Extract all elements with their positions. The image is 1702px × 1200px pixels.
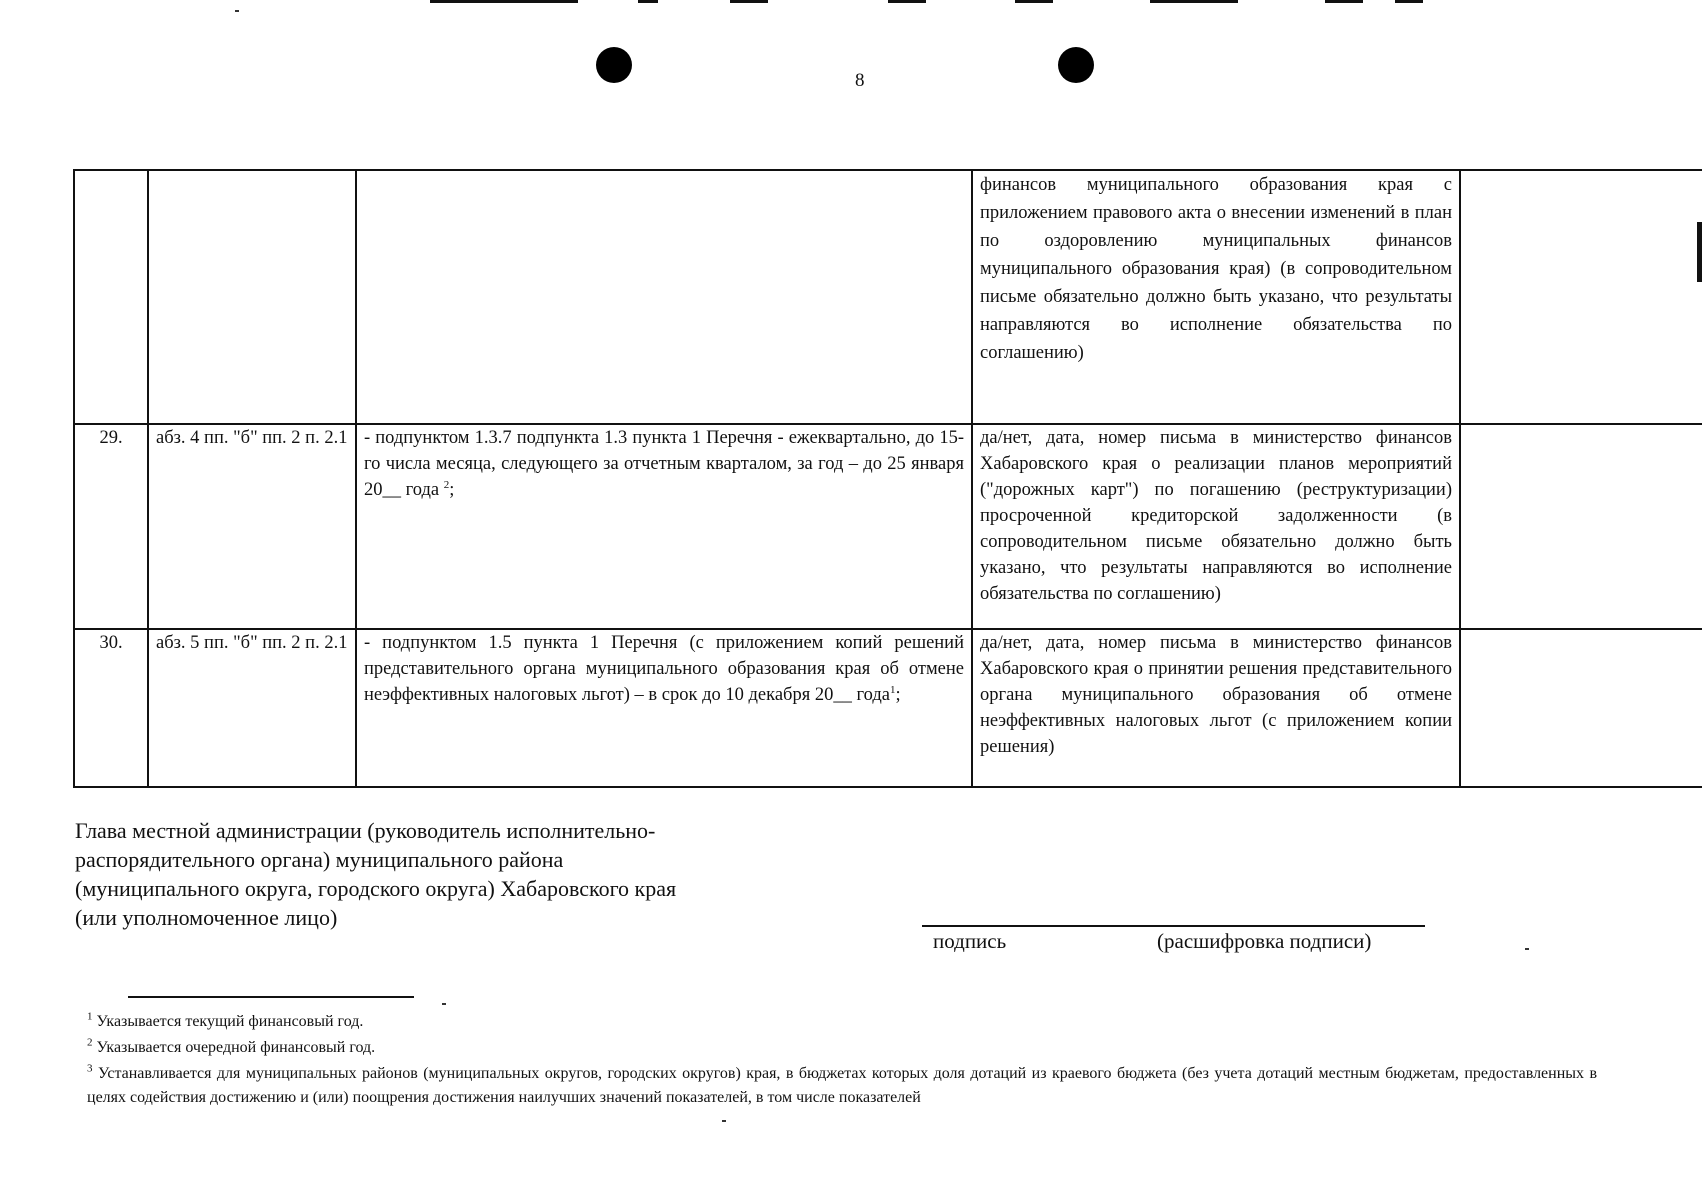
footnote-mark: 2 — [87, 1036, 93, 1049]
table-row — [74, 424, 1702, 629]
signatory-title-line: (муниципального округа, городского округа) Хабаровского края — [75, 876, 677, 901]
table-row — [74, 170, 1702, 424]
footnote-text: Указывается очередной финансовый год. — [96, 1039, 376, 1056]
scan-artifact — [730, 0, 768, 3]
row-number-cell — [74, 170, 148, 424]
table-row — [74, 629, 1702, 787]
requirement-cell — [356, 170, 972, 424]
signature-decode-label: (расшифровка подписи) — [1157, 929, 1372, 953]
scan-speck — [442, 1003, 446, 1005]
scan-artifact — [430, 0, 578, 3]
obligations-table — [73, 169, 1702, 788]
row-number-cell: 30. — [74, 629, 148, 787]
scan-artifact — [1395, 0, 1423, 3]
note-cell — [1460, 629, 1702, 787]
requirement-cell — [356, 424, 972, 629]
scan-speck — [722, 1120, 726, 1122]
reference-cell: абз. 4 пп. "б" пп. 2 п. 2.1 — [148, 424, 356, 629]
scan-artifact — [1150, 0, 1238, 3]
signatory-title-line: Глава местной администрации (руководитель исполнительно- — [75, 818, 656, 843]
signature-line — [922, 925, 1425, 927]
punch-hole-left — [596, 47, 632, 83]
footnote-separator — [128, 996, 414, 998]
signatory-title-line: распорядительного органа) муниципального района — [75, 847, 564, 872]
footnote-ref: 2 — [443, 478, 450, 491]
scan-artifact — [888, 0, 926, 3]
scan-speck — [235, 10, 239, 12]
scan-artifact — [1325, 0, 1363, 3]
footnote-mark: 3 — [87, 1062, 93, 1075]
note-cell — [1460, 170, 1702, 424]
confirmation-cell: финансов муниципального образования края с приложением правового акта о внесении изменений в план по оздоровлению муниципальных финансов муниципального образования края) (в сопроводительном письме обязательно должно быть указано, что результаты направляются во исполнение обязательства по соглашению) — [972, 170, 1460, 424]
requirement-cell — [356, 629, 972, 787]
signatory-title — [75, 816, 775, 932]
footnote-text: Указывается текущий финансовый год. — [96, 1013, 364, 1030]
requirement-text: - подпунктом 1.5 пункта 1 Перечня (с приложением копий решений представительного органа муниципального образования края об отмене неэффективных налоговых льгот) – в срок до 10 декабря 20__ года — [364, 633, 964, 705]
note-cell — [1460, 424, 1702, 629]
scan-artifact — [1015, 0, 1053, 3]
punch-hole-right — [1058, 47, 1094, 83]
scan-speck — [1525, 948, 1529, 950]
footnote — [87, 1010, 1597, 1034]
row-number-cell: 29. — [74, 424, 148, 629]
confirmation-cell: да/нет, дата, номер письма в министерство финансов Хабаровского края о реализации планов мероприятий ("дорожных карт") по погашению (реструктуризации) просроченной кредиторской задолженности (в сопроводительном письме обязательно должно быть указано, что результаты направляются во исполнение обязательства по соглашению) — [972, 424, 1460, 629]
footnote-ref: 1 — [889, 683, 896, 696]
reference-cell — [148, 170, 356, 424]
signature-label: подпись — [933, 929, 1007, 953]
reference-cell: абз. 5 пп. "б" пп. 2 п. 2.1 — [148, 629, 356, 787]
page-number: 8 — [855, 70, 865, 91]
requirement-end: ; — [449, 480, 455, 500]
footnote-mark: 1 — [87, 1010, 93, 1023]
footnote-text: Устанавливается для муниципальных районов (муниципальных округов, городских округов) края, в бюджетах которых доля дотаций из краевого бюджета (без учета дотаций местным бюджетам, предоставленных в целях содействия достижению и (или) поощрения достижения наилучших значений показателей, в том числе показателей — [87, 1065, 1598, 1106]
footnote — [87, 1036, 1597, 1060]
footnote — [87, 1062, 1597, 1110]
requirement-text: - подпунктом 1.3.7 подпункта 1.3 пункта 1 Перечня - ежеквартально, до 15-го числа месяца, следующего за отчетным кварталом, за год – до 25 января 20__ года — [364, 428, 964, 500]
scan-artifact — [638, 0, 658, 3]
signatory-title-line: (или уполномоченное лицо) — [75, 905, 338, 930]
confirmation-cell: да/нет, дата, номер письма в министерство финансов Хабаровского края о принятии решения представительного органа муниципального образования об отмене неэффективных налоговых льгот (с приложением копии решения) — [972, 629, 1460, 787]
requirement-end: ; — [895, 685, 901, 705]
